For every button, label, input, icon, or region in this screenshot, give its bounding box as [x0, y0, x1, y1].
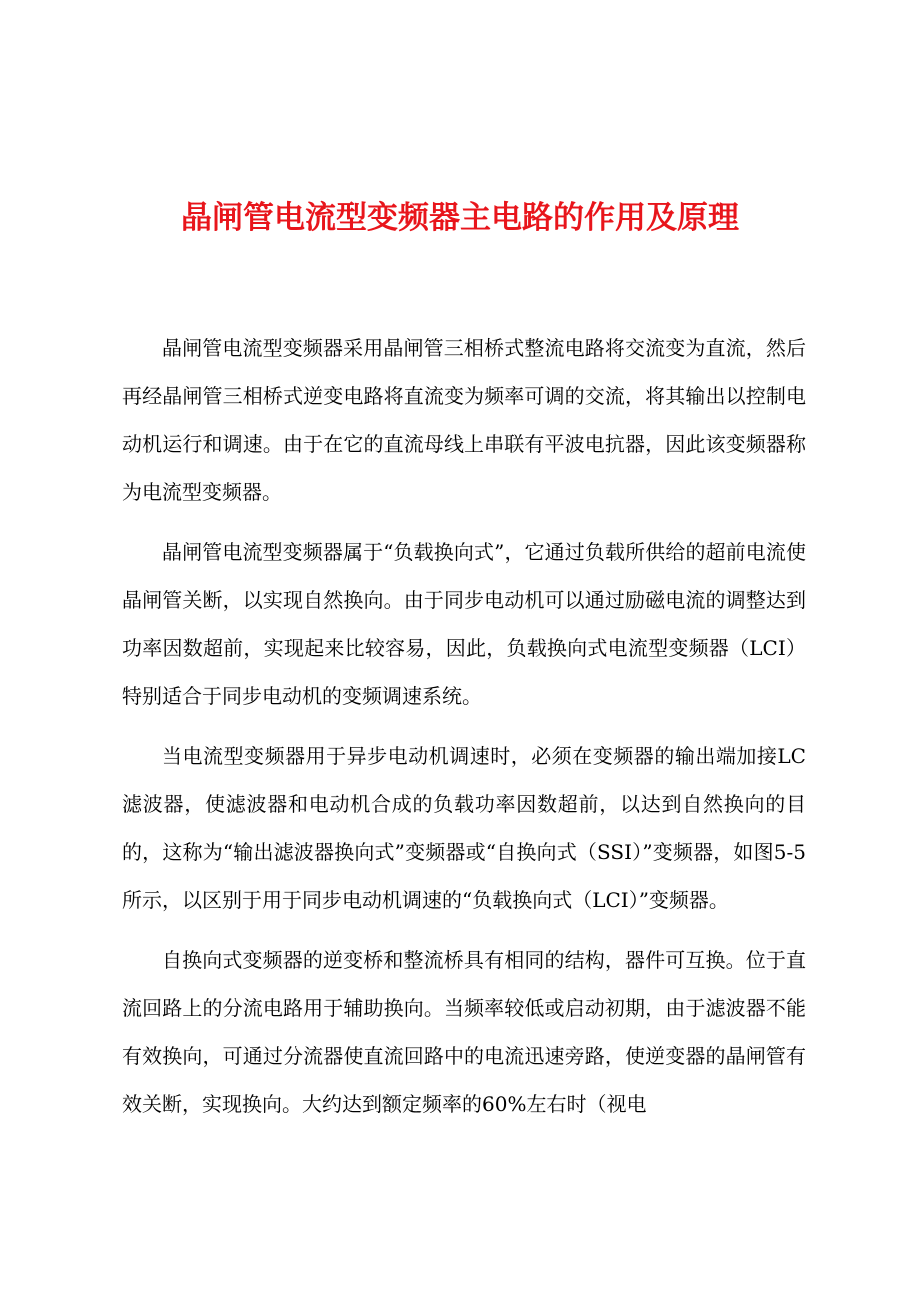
document-title: 晶闸管电流型变频器主电路的作用及原理	[181, 200, 739, 236]
paragraph-3: 当电流型变频器用于异步电动机调速时，必须在变频器的输出端加接LC滤波器，使滤波器和电动机合成的负载功率因数超前，以达到自然换向的目的，这称为“输出滤波器换向式”变频器或“自换向式（SSI）”变频器，如图5-5所示，以区别于用于同步电动机调速的“负载换向式（LCI）”变频器。	[122, 744, 806, 912]
paragraph-1: 晶闸管电流型变频器采用晶闸管三相桥式整流电路将交流变为直流，然后再经晶闸管三相桥式逆变电路将直流变为频率可调的交流，将其输出以控制电动机运行和调速。由于在它的直流母线上串联有平波电抗器，因此该变频器称为电流型变频器。	[122, 336, 806, 504]
document-body	[122, 324, 806, 1140]
paragraph-4: 自换向式变频器的逆变桥和整流桥具有相同的结构，器件可互换。位于直流回路上的分流电路用于辅助换向。当频率较低或启动初期，由于滤波器不能有效换向，可通过分流器使直流回路中的电流迅速旁路，使逆变器的晶闸管有效关断，实现换向。大约达到额定频率的60%左右时（视电	[122, 948, 806, 1116]
paragraph-2: 晶闸管电流型变频器属于“负载换向式”，它通过负载所供给的超前电流使晶闸管关断，以实现自然换向。由于同步电动机可以通过励磁电流的调整达到功率因数超前，实现起来比较容易，因此，负载换向式电流型变频器（LCI）特别适合于同步电动机的变频调速系统。	[122, 540, 806, 708]
